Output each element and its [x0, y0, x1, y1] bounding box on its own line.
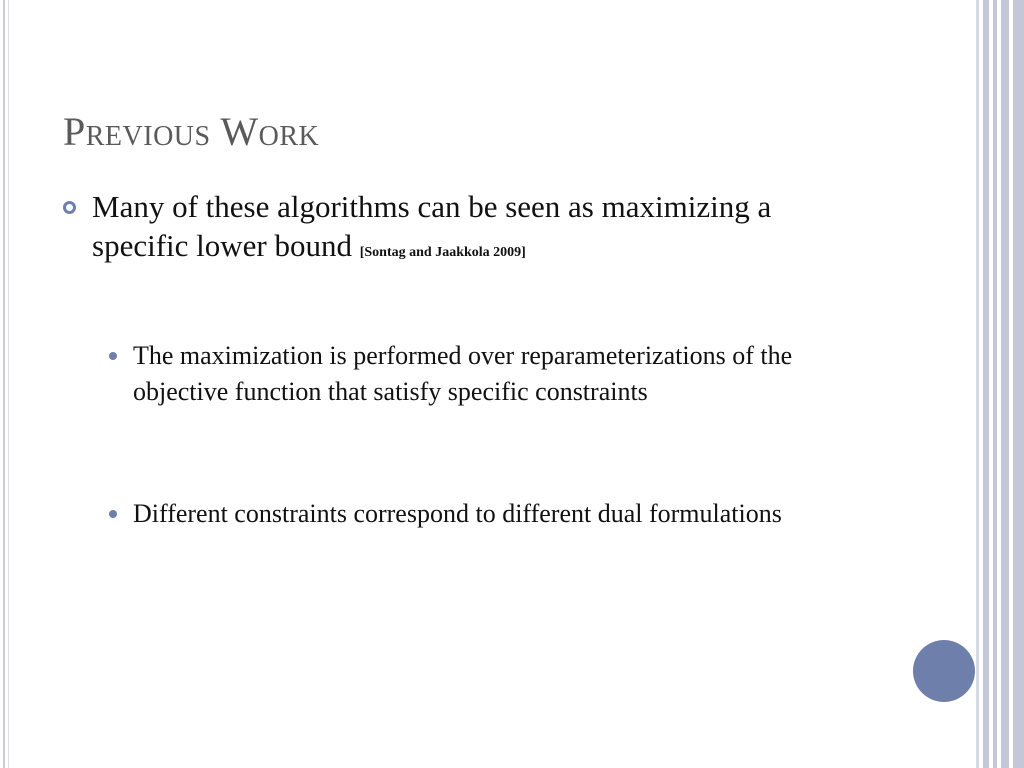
citation: [Sontag and Jaakkola 2009] [359, 245, 526, 260]
circle-decoration [913, 640, 975, 702]
slide-title: Previous Work [63, 109, 320, 154]
bullet-level1-main: Many of these algorithms can be seen as maximizing a specific lower bound [92, 189, 772, 263]
left-border-line-inner [8, 0, 9, 768]
right-stripe [993, 0, 997, 768]
right-stripe [976, 0, 979, 768]
dot-bullet-icon [109, 510, 117, 518]
right-stripe [1001, 0, 1009, 768]
left-border-line [3, 0, 5, 768]
sub-bullet-text: Different constraints correspond to different dual formulations [133, 499, 782, 528]
sub-bullet-text: The maximization is performed over reparameterizations of the objective function that satisfy specific constraints [133, 341, 793, 406]
right-stripe [1013, 0, 1024, 768]
dot-bullet-icon [109, 352, 117, 360]
ring-bullet-icon [63, 201, 76, 214]
right-stripe [983, 0, 989, 768]
bullet-level1-text [92, 187, 852, 265]
